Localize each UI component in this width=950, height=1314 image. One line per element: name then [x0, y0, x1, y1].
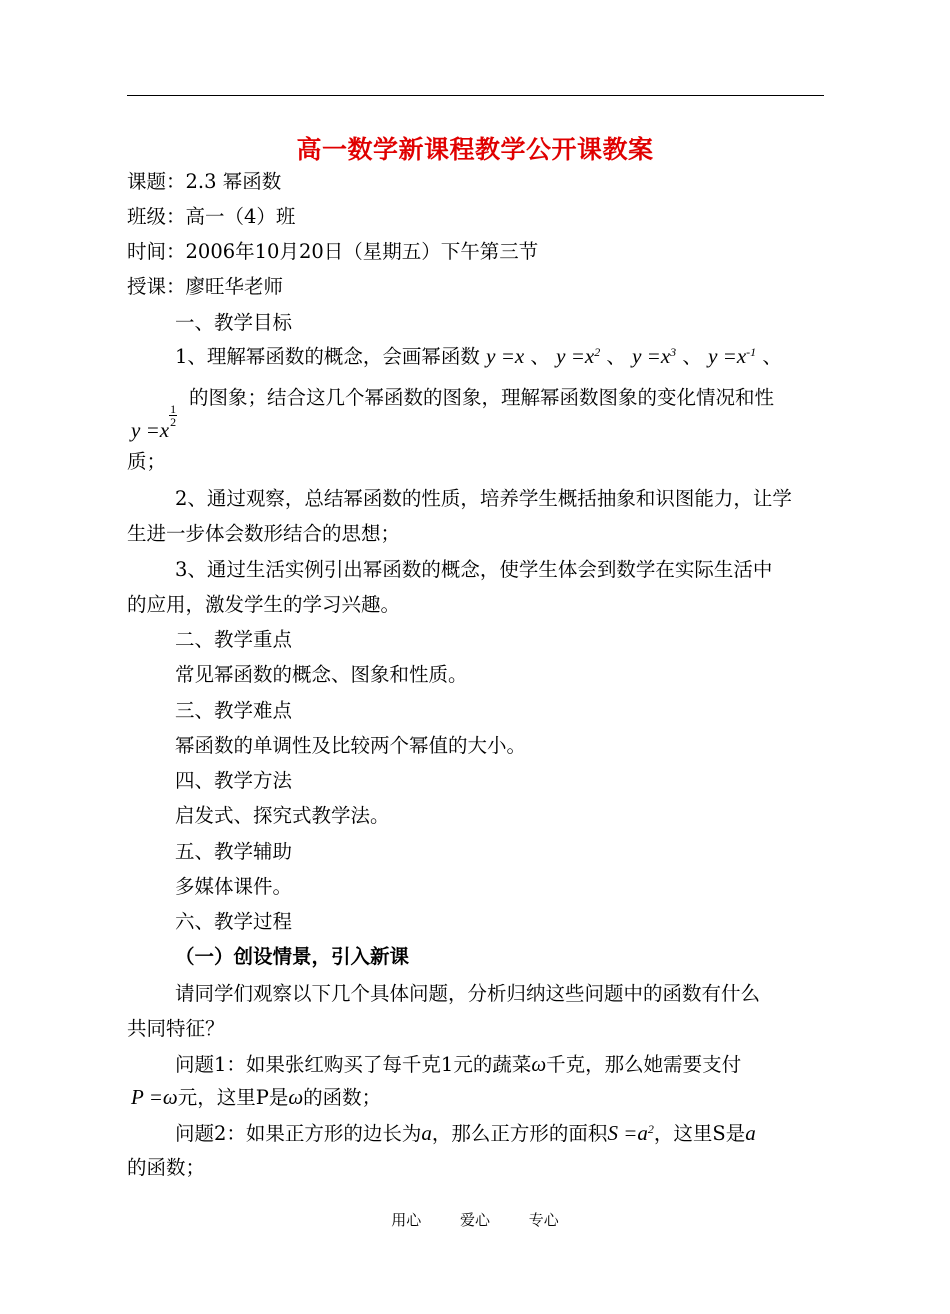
info-teacher: 授课：廖旺华老师 [127, 275, 284, 298]
omega-symbol: ω [531, 1052, 547, 1076]
formula-p-eq-omega: P =ω [131, 1085, 178, 1109]
section-difficulties-heading: 三、教学难点 [175, 699, 293, 722]
section-keypoints-heading: 二、教学重点 [175, 628, 293, 651]
page-footer [0, 1209, 950, 1230]
methods-text: 启发式、探究式教学法。 [175, 804, 390, 827]
formula-y-eq-sqrt-x: y =x $\frac{1}{2}$ [131, 402, 177, 442]
question-2-line-1: 问题2：如果正方形的边长为a，那么正方形的面积$S =a^2$，这里S是a [175, 1121, 756, 1145]
goal-3-line-1: 3、通过生活实例引出幂函数的概念，使学生体会到数学在实际生活中 [175, 558, 773, 581]
info-time: 时间：2006年10月20日（星期五）下午第三节 [127, 240, 539, 263]
formula-y-eq-x2: $y =x^2$ [556, 344, 601, 368]
process-subheading: （一）创设情景，引入新课 [175, 945, 410, 968]
formula-y-eq-x: y =x [486, 344, 525, 368]
footer-word: 专心 [528, 1211, 559, 1229]
goal-2-line-2: 生进一步体会数形结合的思想； [127, 522, 401, 545]
difficulties-text: 幂函数的单调性及比较两个幂值的大小。 [175, 734, 527, 757]
keypoints-text: 常见幂函数的概念、图象和性质。 [175, 663, 468, 686]
process-intro-line-2: 共同特征？ [127, 1017, 225, 1040]
info-topic: 课题：2.3 幂函数 [127, 170, 282, 193]
header-rule [127, 95, 824, 96]
footer-word: 爱心 [459, 1211, 490, 1229]
section-process-heading: 六、教学过程 [175, 910, 293, 933]
question-2-line-2: 的函数； [127, 1156, 206, 1179]
section-goals-heading: 一、教学目标 [175, 311, 293, 334]
footer-word: 用心 [391, 1211, 422, 1229]
process-intro-line-1: 请同学们观察以下几个具体问题，分析归纳这些问题中的函数有什么 [175, 982, 761, 1005]
question-1-line-1: 问题1：如果张红购买了每千克1元的蔬菜ω千克，那么她需要支付 [175, 1052, 742, 1076]
aids-text: 多媒体课件。 [175, 875, 293, 898]
section-aids-heading: 五、教学辅助 [175, 840, 293, 863]
goal-1-line-1: 1、理解幂函数的概念，会画幂函数 y =x 、 $y =x^2$ 、 $y =x^3$ 、 $y =x^{-1}$ 、 [175, 344, 782, 368]
info-class: 班级：高一（4）班 [127, 205, 296, 228]
section-methods-heading: 四、教学方法 [175, 769, 293, 792]
document-title: 高一数学新课程教学公开课教案 [296, 135, 654, 164]
formula-y-eq-x-inv: $y =x^{-1}$ [708, 344, 757, 368]
goal-1-line-2: 的图象；结合这几个幂函数的图象，理解幂函数图象的变化情况和性 [189, 386, 775, 409]
formula-y-eq-x3: $y =x^3$ [632, 344, 677, 368]
goal-2-line-1: 2、通过观察，总结幂函数的性质，培养学生概括抽象和识图能力，让学 [175, 487, 792, 510]
omega-symbol: ω [288, 1085, 304, 1109]
question-1-line-2: P =ω元，这里P是ω的函数； [131, 1085, 382, 1109]
goal-1-line-3: 质； [127, 450, 167, 473]
formula-s-eq-a2: $S =a^2$ [607, 1121, 654, 1145]
goal-3-line-2: 的应用，激发学生的学习兴趣。 [127, 593, 401, 616]
